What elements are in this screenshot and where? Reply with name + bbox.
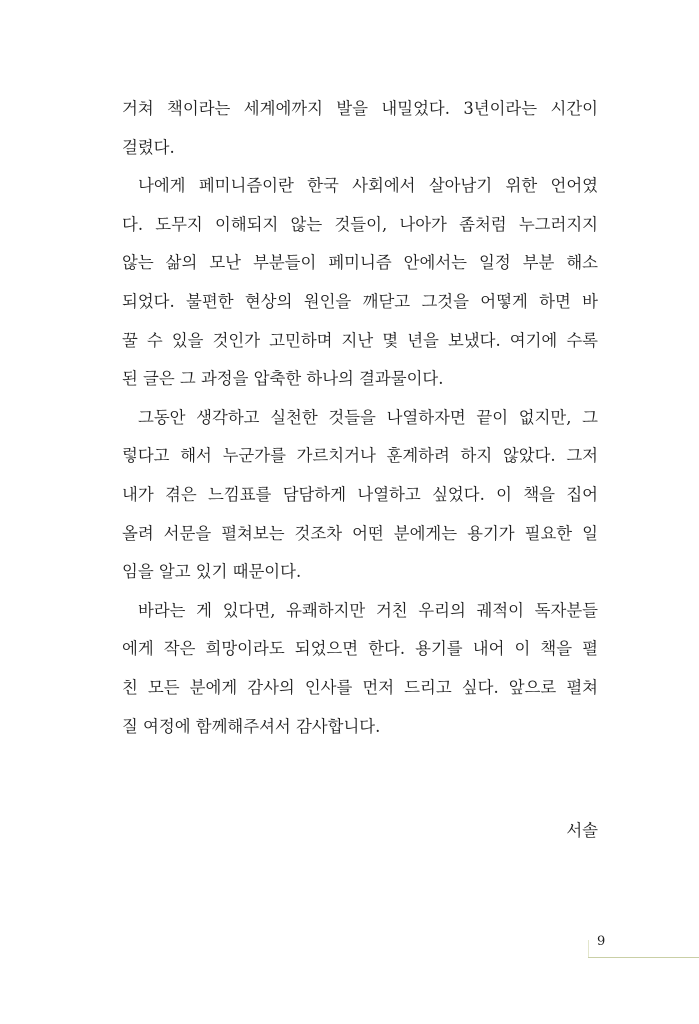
text-line: 질 여정에 함께해주셔서 감사합니다.: [122, 716, 381, 736]
text-line: 걸렸다.: [122, 137, 175, 157]
text-line: 된 글은 그 과정을 압축한 하나의 결과물이다.: [122, 369, 444, 389]
page-number: 9: [597, 934, 606, 949]
text-line: 꿀 수 있을 것인가 고민하며 지난 몇 년을 보냈다. 여기에 수록: [122, 330, 598, 350]
text-line: 바라는 게 있다면, 유쾌하지만 거친 우리의 궤적이 독자분들: [138, 600, 598, 620]
footer-rule-cap: [588, 940, 589, 957]
text-line: 임을 알고 있기 때문이다.: [122, 562, 302, 582]
text-line: 않는 삶의 모난 부분들이 페미니즘 안에서는 일정 부분 해소: [122, 253, 598, 273]
text-line: 올려 서문을 펼쳐보는 것조차 어떤 분에게는 용기가 필요한 일: [122, 523, 598, 543]
body-text: [122, 90, 598, 746]
text-line: 친 모든 분에게 감사의 인사를 먼저 드리고 싶다. 앞으로 펼쳐: [122, 677, 598, 697]
text-line: 거쳐 책이라는 세계에까지 발을 내밀었다. 3년이라는 시간이: [122, 99, 598, 118]
text-line: 내가 겪은 느낌표를 담담하게 나열하고 싶었다. 이 책을 집어: [122, 484, 598, 504]
author-signature: 서솔: [566, 821, 598, 840]
text-line: 되었다. 불편한 현상의 원인을 깨닫고 그것을 어떻게 하면 바: [122, 291, 598, 311]
text-line: 그동안 생각하고 실천한 것들을 나열하자면 끝이 없지만, 그: [138, 407, 598, 427]
text-line: 나에게 페미니즘이란 한국 사회에서 살아남기 위한 언어였: [138, 176, 598, 196]
footer-rule: [588, 957, 699, 958]
text-line: 다. 도무지 이해되지 않는 것들이, 나아가 좀처럼 누그러지지: [122, 214, 598, 234]
text-line: 렇다고 해서 누군가를 가르치거나 훈계하려 하지 않았다. 그저: [122, 446, 598, 466]
text-line: 에게 작은 희망이라도 되었으면 한다. 용기를 내어 이 책을 펼: [122, 639, 598, 659]
